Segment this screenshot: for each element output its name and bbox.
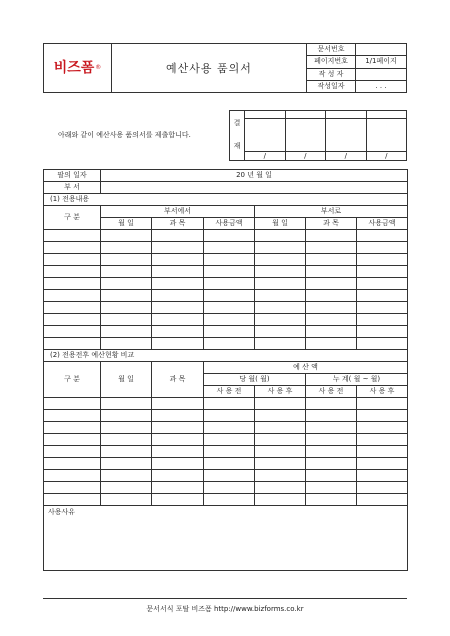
table-cell[interactable] [255,326,306,338]
request-date-label: 팔의 일자 [44,170,101,182]
table-cell[interactable] [152,422,204,434]
table-row [44,398,408,410]
table-cell[interactable] [255,338,306,350]
table-cell[interactable] [152,410,204,422]
logo-registered-mark: ® [95,64,102,71]
table-cell[interactable] [357,326,408,338]
approval-box [229,110,407,161]
table-cell[interactable] [152,230,204,242]
table-cell[interactable] [357,422,408,434]
table-cell[interactable] [306,446,357,458]
table-cell[interactable] [152,482,204,494]
table-cell[interactable] [357,494,408,506]
from-dept-header: 부서에서 [101,206,255,218]
table-cell[interactable] [204,326,255,338]
document-header [43,43,407,93]
compare-rows [44,398,408,506]
table-cell[interactable] [101,326,152,338]
author-value[interactable] [356,68,407,80]
approval-side-char-2: 재 [233,142,241,151]
table-cell[interactable] [255,314,306,326]
dept-label: 부 서 [44,182,101,194]
table-cell[interactable] [306,482,357,494]
approval-date-cell[interactable]: / [326,152,367,161]
table-cell[interactable] [101,242,152,254]
table-cell[interactable] [101,422,152,434]
table-cell[interactable] [101,446,152,458]
table-cell[interactable] [204,410,255,422]
table-row [44,266,408,278]
section-1-title: (1) 전용내용 [44,194,408,206]
approval-date-cell[interactable]: / [245,152,286,161]
section-2-title: (2) 전용전후 예산현황 비교 [44,350,408,362]
table-cell[interactable] [44,302,101,314]
footer-text: 문서서식 포탈 비즈폼 http://www.bizforms.co.kr [146,605,304,613]
table-row [44,230,408,242]
table-cell[interactable] [255,494,306,506]
table-cell[interactable] [152,302,204,314]
table-cell[interactable] [306,230,357,242]
table-cell[interactable] [101,314,152,326]
table-cell[interactable] [255,446,306,458]
table-cell[interactable] [44,494,101,506]
table-cell[interactable] [306,278,357,290]
table-cell[interactable] [255,242,306,254]
approval-date-cell[interactable]: / [285,152,326,161]
table-cell[interactable] [255,254,306,266]
approval-header-cell [366,111,407,119]
cumulative-header: 누 계( 월 ~ 월) [306,374,408,386]
budget-form [43,169,408,571]
table-cell[interactable] [101,290,152,302]
table-cell[interactable] [44,242,101,254]
after-use-header: 사 용 후 [255,386,306,398]
table-row [44,458,408,470]
table-cell[interactable] [101,482,152,494]
table-cell[interactable] [255,398,306,410]
page-number-value: 1/1페이지 [356,56,407,68]
table-cell[interactable] [357,410,408,422]
table-cell[interactable] [357,338,408,350]
approval-sign-cell[interactable] [245,119,286,152]
table-cell[interactable] [44,290,101,302]
table-cell[interactable] [357,278,408,290]
approval-side-label [230,111,245,161]
table-cell[interactable] [44,266,101,278]
table-cell[interactable] [255,422,306,434]
table-cell[interactable] [357,470,408,482]
approval-side-char-1: 결 [233,119,241,128]
table-row [44,326,408,338]
table-cell[interactable] [357,302,408,314]
table-cell[interactable] [152,242,204,254]
table-cell[interactable] [101,230,152,242]
table-cell[interactable] [306,494,357,506]
table-row [44,278,408,290]
table-cell[interactable] [152,338,204,350]
doc-number-value[interactable] [356,44,407,56]
table-cell[interactable] [306,314,357,326]
table-cell[interactable] [101,278,152,290]
table-cell[interactable] [44,230,101,242]
table-cell[interactable] [44,398,101,410]
table-cell[interactable] [357,482,408,494]
table-cell[interactable] [152,494,204,506]
date-value[interactable]: . . . [356,80,407,92]
table-cell[interactable] [204,266,255,278]
table-row [44,482,408,494]
table-cell[interactable] [101,470,152,482]
budget-header: 예 산 액 [204,362,408,374]
table-cell[interactable] [204,230,255,242]
table-cell[interactable] [204,458,255,470]
table-row [44,434,408,446]
table-cell[interactable] [204,446,255,458]
table-cell[interactable] [44,338,101,350]
dept-value[interactable] [101,182,408,194]
table-cell[interactable] [101,254,152,266]
table-cell[interactable] [255,434,306,446]
before-use-header: 사 용 전 [204,386,255,398]
table-cell[interactable] [204,338,255,350]
table-cell[interactable] [357,434,408,446]
table-cell[interactable] [255,290,306,302]
approval-header-cell [285,111,326,119]
table-cell[interactable] [204,314,255,326]
table-cell[interactable] [152,314,204,326]
col-subject: 과 목 [152,218,204,230]
table-cell[interactable] [44,470,101,482]
table-cell[interactable] [204,482,255,494]
to-dept-header: 부서로 [255,206,408,218]
table-cell[interactable] [101,398,152,410]
col-month-day: 월 일 [101,218,152,230]
table-cell[interactable] [152,434,204,446]
table-cell[interactable] [204,470,255,482]
table-cell[interactable] [357,398,408,410]
table-cell[interactable] [204,494,255,506]
table-cell[interactable] [44,458,101,470]
table-row [44,242,408,254]
table-row [44,410,408,422]
table-cell[interactable] [204,302,255,314]
table-cell[interactable] [101,458,152,470]
table-cell[interactable] [152,254,204,266]
table-cell[interactable] [306,434,357,446]
date-label: 작성일자 [307,80,356,92]
table-cell[interactable] [152,470,204,482]
table-cell[interactable] [44,446,101,458]
table-row [44,422,408,434]
table-row [44,338,408,350]
table-cell[interactable] [101,494,152,506]
table-cell[interactable] [255,278,306,290]
table-cell[interactable] [306,302,357,314]
table-row [44,494,408,506]
table-cell[interactable] [357,242,408,254]
table-cell[interactable] [44,434,101,446]
table-cell[interactable] [204,254,255,266]
table-cell[interactable] [152,326,204,338]
table-row [44,314,408,326]
table-cell[interactable] [255,302,306,314]
table-cell[interactable] [44,422,101,434]
table-cell[interactable] [306,254,357,266]
table-cell[interactable] [101,302,152,314]
doc-number-label: 문서번호 [307,44,356,56]
this-month-header: 당 월( 월) [204,374,306,386]
page-number-label: 페이지번호 [307,56,356,68]
author-label: 작 성 자 [307,68,356,80]
gubun-label-2: 구 분 [44,362,101,398]
before-use-header: 사 용 전 [306,386,357,398]
table-cell[interactable] [357,290,408,302]
table-cell[interactable] [357,266,408,278]
table-row [44,446,408,458]
col-amount: 사용금액 [204,218,255,230]
table-cell[interactable] [306,458,357,470]
table-cell[interactable] [357,458,408,470]
gubun-label: 구 분 [44,206,101,230]
approval-sentence: 아래와 같이 예산사용 품의서를 제출합니다. [58,131,191,139]
logo-cell [44,44,112,93]
table-cell[interactable] [255,470,306,482]
table-cell[interactable] [204,242,255,254]
table-cell[interactable] [44,314,101,326]
table-cell[interactable] [204,290,255,302]
table-cell[interactable] [101,266,152,278]
logo-text: 비즈폼 [53,60,95,76]
transfer-rows [44,230,408,350]
table-cell[interactable] [357,254,408,266]
table-cell[interactable] [255,230,306,242]
table-cell[interactable] [152,398,204,410]
table-cell[interactable] [357,230,408,242]
table-cell[interactable] [44,482,101,494]
table-row [44,254,408,266]
footer-divider [43,598,407,599]
document-title: 예산사용 품의서 [112,44,307,93]
table-cell[interactable] [306,410,357,422]
table-cell[interactable] [255,410,306,422]
table-cell[interactable] [204,278,255,290]
table-cell[interactable] [44,254,101,266]
request-date-value[interactable]: 20 년 월 일 [101,170,408,182]
approval-header-cell [326,111,367,119]
table-cell[interactable] [357,446,408,458]
after-use-header: 사 용 후 [357,386,408,398]
table-cell[interactable] [44,410,101,422]
approval-sign-cell[interactable] [366,119,407,152]
approval-header-cell [245,111,286,119]
table-cell[interactable] [152,458,204,470]
col-month-day-2: 월 일 [101,362,152,398]
table-cell[interactable] [44,326,101,338]
table-cell[interactable] [152,266,204,278]
col-subject-2: 과 목 [152,362,204,398]
table-cell[interactable] [255,458,306,470]
table-cell[interactable] [101,338,152,350]
memo-field[interactable] [44,506,408,571]
approval-date-cell[interactable]: / [366,152,407,161]
col-amount: 사용금액 [357,218,408,230]
table-cell[interactable] [152,446,204,458]
table-cell[interactable] [357,314,408,326]
memo-label: 사용사유 [48,508,76,516]
table-cell[interactable] [306,338,357,350]
table-cell[interactable] [306,422,357,434]
table-cell[interactable] [255,266,306,278]
table-cell[interactable] [306,290,357,302]
table-cell[interactable] [152,278,204,290]
table-cell[interactable] [152,290,204,302]
table-cell[interactable] [101,410,152,422]
table-cell[interactable] [204,434,255,446]
approval-sign-cell[interactable] [326,119,367,152]
table-row [44,290,408,302]
table-cell[interactable] [306,470,357,482]
table-cell[interactable] [306,326,357,338]
approval-sign-cell[interactable] [285,119,326,152]
table-row [44,302,408,314]
col-subject: 과 목 [306,218,357,230]
table-cell[interactable] [306,242,357,254]
table-cell[interactable] [101,434,152,446]
table-cell[interactable] [204,422,255,434]
table-cell[interactable] [204,398,255,410]
table-cell[interactable] [306,266,357,278]
table-row [44,470,408,482]
col-month-day: 월 일 [255,218,306,230]
bizforms-logo [44,61,111,75]
table-cell[interactable] [255,482,306,494]
table-cell[interactable] [44,278,101,290]
table-cell[interactable] [306,398,357,410]
